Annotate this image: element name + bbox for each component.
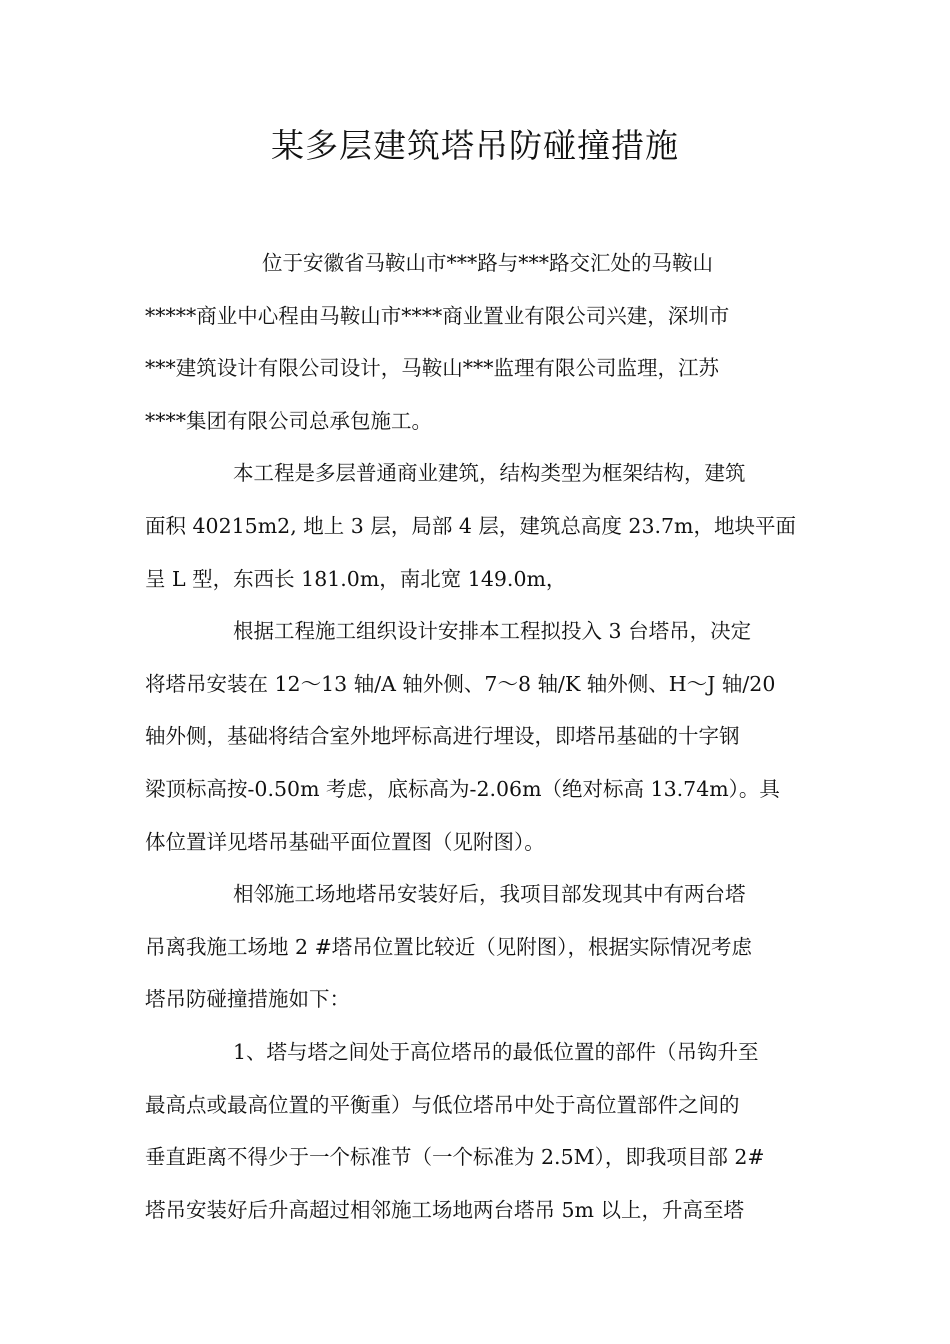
paragraph-line: 垂直距离不得少于一个标准节（一个标准为 2.5M），即我项目部 2# <box>145 1145 765 1170</box>
paragraph-line: 梁顶标高按-0.50m 考虑，底标高为-2.06m（绝对标高 13.74m）。具 <box>145 776 780 801</box>
paragraph-line: 呈 L 型，东西长 181.0m，南北宽 149.0m， <box>145 566 567 591</box>
paragraph-line: 最高点或最高位置的平衡重）与低位塔吊中处于高位置部件之间的 <box>145 1092 740 1117</box>
paragraph-line: 体位置详见塔吊基础平面位置图（见附图）。 <box>145 829 545 854</box>
paragraph-line: 将塔吊安装在 12～13 轴/A 轴外侧、7～8 轴/K 轴外侧、H～J 轴/20 <box>145 671 776 696</box>
document-title: 某多层建筑塔吊防碰撞措施 <box>271 126 679 165</box>
paragraph-line: 面积 40215m2, 地上 3 层，局部 4 层，建筑总高度 23.7m，地块平面 <box>145 513 796 538</box>
paragraph-line: 1、塔与塔之间处于高位塔吊的最低位置的部件（吊钩升至 <box>233 1039 759 1064</box>
paragraph-line: 塔吊防碰撞措施如下： <box>145 987 350 1012</box>
paragraph-line: 轴外侧，基础将结合室外地坪标高进行埋设，即塔吊基础的十字钢 <box>145 724 740 749</box>
paragraph-line: *****商业中心程由马鞍山市****商业置业有限公司兴建，深圳市 <box>145 303 730 328</box>
paragraph-line: 塔吊安装好后升高超过相邻施工场地两台塔吊 5m 以上，升高至塔 <box>145 1197 745 1222</box>
paragraph-line: ****集团有限公司总承包施工。 <box>145 408 432 433</box>
paragraph-line: 吊离我施工场地 2 #塔吊位置比较近（见附图），根据实际情况考虑 <box>145 934 753 959</box>
paragraph-line: 位于安徽省马鞍山市***路与***路交汇处的马鞍山 <box>262 251 713 275</box>
paragraph-line: ***建筑设计有限公司设计，马鞍山***监理有限公司监理，江苏 <box>145 356 719 381</box>
paragraph-line: 根据工程施工组织设计安排本工程拟投入 3 台塔吊，决定 <box>233 619 752 644</box>
document-body <box>145 244 810 1243</box>
paragraph-line: 本工程是多层普通商业建筑，结构类型为框架结构，建筑 <box>233 461 746 486</box>
paragraph-line: 相邻施工场地塔吊安装好后，我项目部发现其中有两台塔 <box>233 882 746 907</box>
